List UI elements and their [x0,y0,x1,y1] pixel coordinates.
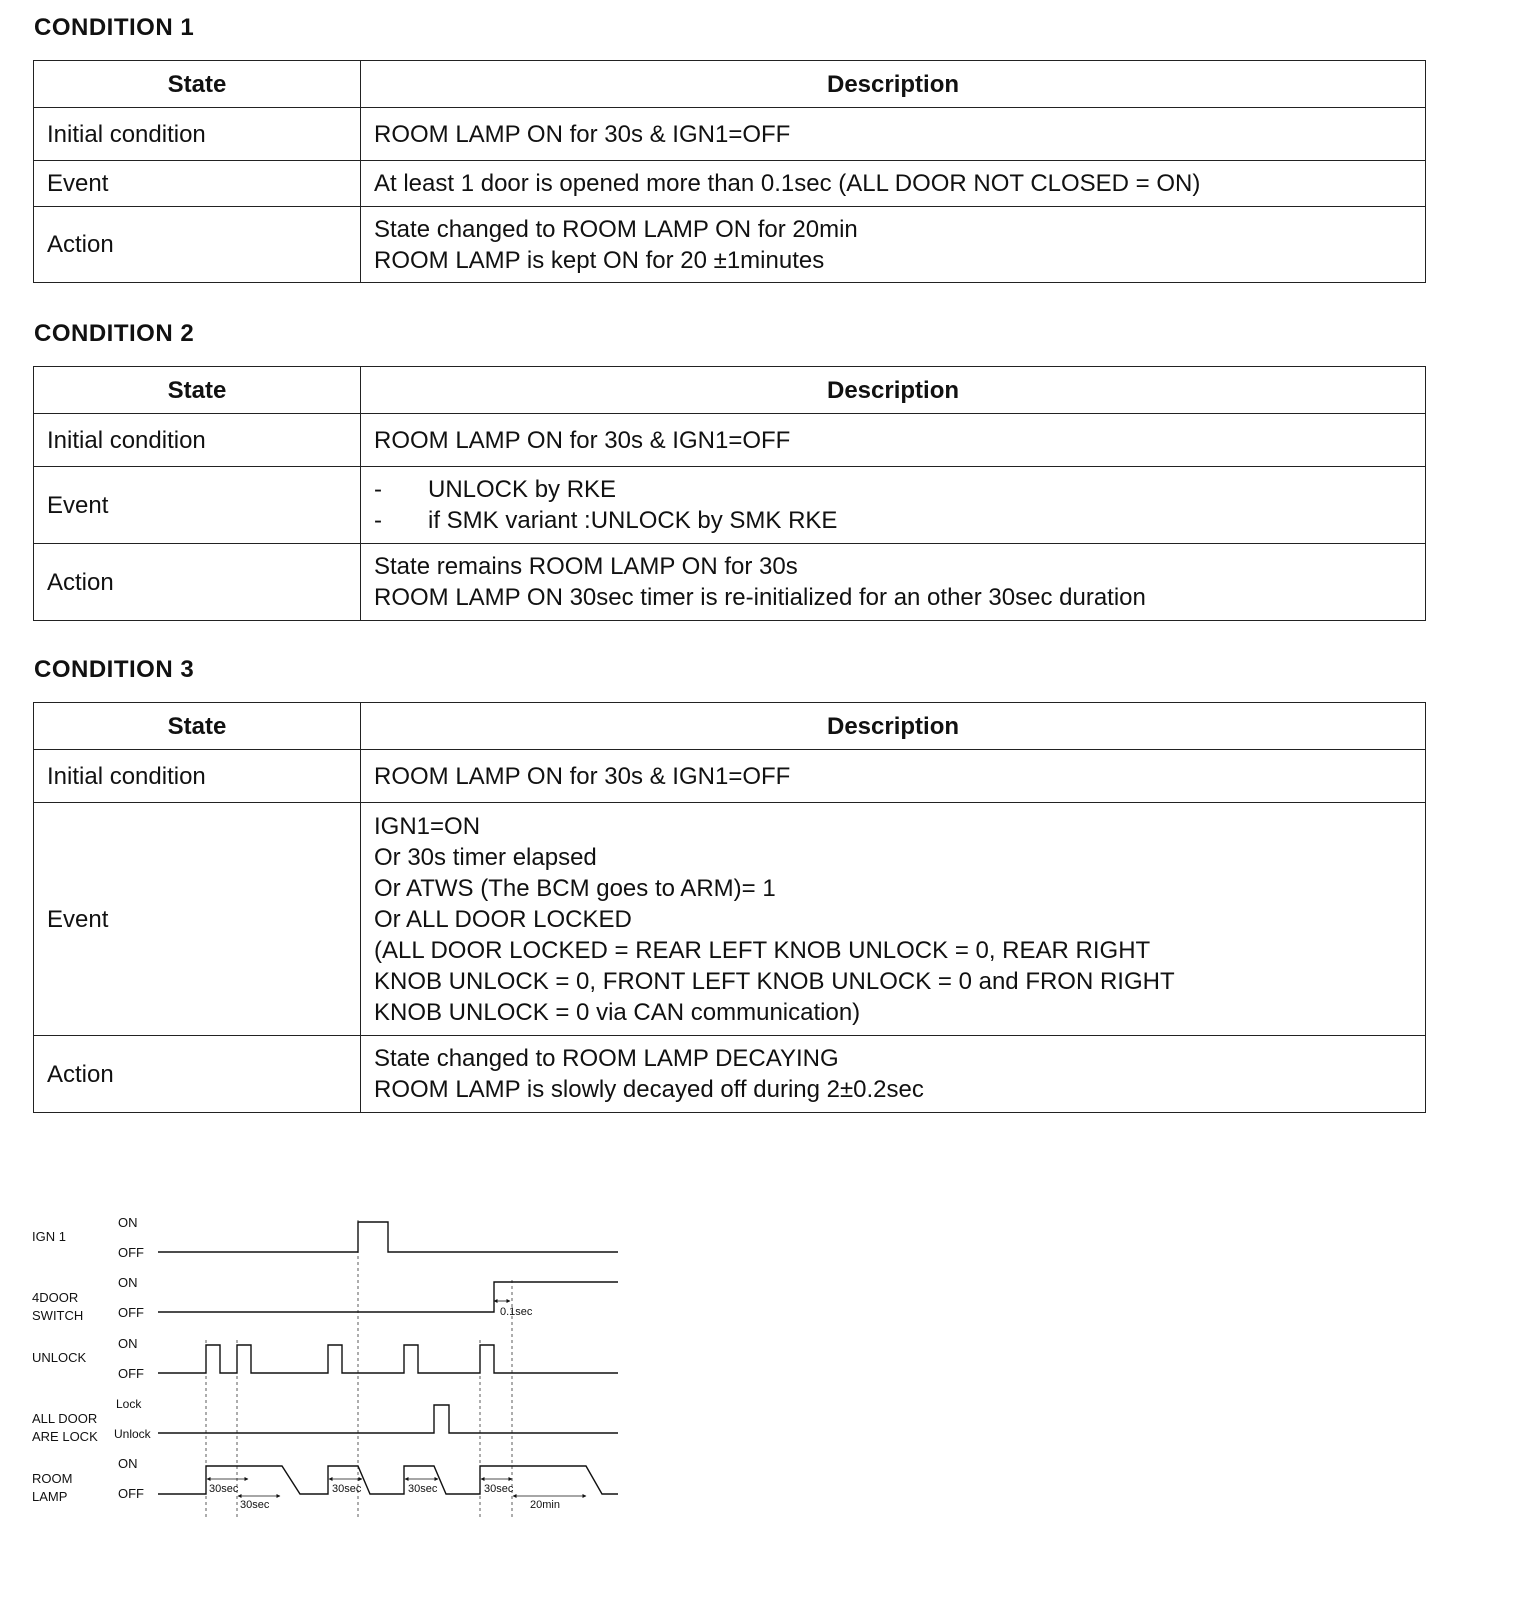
description-header: Description [361,703,1426,750]
state-cell: Initial condition [34,414,361,467]
state-cell: Action [34,207,361,283]
bullet-text: if SMK variant :UNLOCK by SMK RKE [428,507,838,534]
description-cell [361,803,1426,1036]
description-cell [361,467,1426,544]
description-line: ROOM LAMP is kept ON for 20 ±1minutes [374,246,825,274]
state-cell: Initial condition [34,108,361,161]
table-row [34,414,1426,467]
description-cell [361,1036,1426,1113]
lamp-label-1: ROOM [32,1471,73,1486]
all-door-lock-signal [32,1397,618,1444]
condition-3-title: CONDITION 3 [34,656,195,683]
unlock-label: UNLOCK [32,1350,87,1365]
table-row [34,207,1426,283]
description-header: Description [361,367,1426,414]
description-line: Or 30s timer elapsed [374,843,597,871]
lamp-timer-label-1: 30sec [209,1483,239,1495]
description-line: IGN1=ON [374,812,481,840]
alldoor-label-1: ALL DOOR [32,1411,98,1426]
description-cell [361,750,1426,803]
timing-diagram [0,1200,640,1540]
lamp-timer-label-6: 20min [530,1499,560,1511]
description-line: ROOM LAMP ON for 30s & IGN1=OFF [374,120,791,148]
condition-3-table [33,702,1426,1113]
lamp-off-label: OFF [118,1486,144,1501]
ign1-waveform [158,1222,618,1252]
table-row [34,467,1426,544]
door-off-label: OFF [118,1305,144,1320]
state-header: State [34,703,361,750]
table-header [34,703,1426,750]
door-switch-signal [32,1275,618,1323]
door-on-label: ON [118,1275,138,1290]
description-line: ROOM LAMP ON 30sec timer is re-initialized for an other 30sec duration [374,584,1146,611]
description-line: ROOM LAMP ON for 30s & IGN1=OFF [374,762,791,790]
condition-1-title: CONDITION 1 [34,14,195,41]
description-cell [361,544,1426,621]
state-cell: Initial condition [34,750,361,803]
state-header: State [34,367,361,414]
table-header [34,61,1426,108]
description-cell [361,414,1426,467]
condition-1-table [33,60,1426,283]
room-lamp-signal [32,1456,618,1511]
state-cell: Action [34,1036,361,1113]
description-line: (ALL DOOR LOCKED = REAR LEFT KNOB UNLOCK = 0, REAR RIGHT [374,936,1151,964]
ign1-on-label: ON [118,1215,138,1230]
description-line: ROOM LAMP is slowly decayed off during 2±0.2sec [374,1076,924,1103]
description-line: KNOB UNLOCK = 0, FRONT LEFT KNOB UNLOCK = 0 and FRON RIGHT [374,967,1175,995]
condition-2-table [33,366,1426,621]
lamp-on-label: ON [118,1456,138,1471]
lamp-timer-label-5: 30sec [484,1483,514,1495]
bullet-text: UNLOCK by RKE [428,476,617,503]
description-line: State remains ROOM LAMP ON for 30s [374,553,798,580]
lamp-timer-label-2: 30sec [240,1499,270,1511]
ign1-label: IGN 1 [32,1229,66,1244]
door-waveform [158,1282,618,1312]
bullet-item: - if SMK variant :UNLOCK by SMK RKE [374,507,838,534]
description-header: Description [361,61,1426,108]
table-row [34,161,1426,207]
door-delay-label: 0.1sec [500,1306,533,1318]
table-row [34,1036,1426,1113]
unlock-signal [32,1336,618,1381]
door-label-1: 4DOOR [32,1290,79,1305]
table-header [34,367,1426,414]
description-cell [361,207,1426,283]
description-cell [361,108,1426,161]
alldoor-unlock-label: Unlock [114,1427,151,1441]
state-cell: Event [34,803,361,1036]
table-row [34,108,1426,161]
alldoor-label-2: ARE LOCK [32,1429,98,1444]
bullet-item: - UNLOCK by RKE [374,476,617,503]
lamp-label-2: LAMP [32,1489,68,1504]
description-line: State changed to ROOM LAMP DECAYING [374,1045,839,1072]
guide-lines [206,1220,512,1520]
lamp-timer-label-4: 30sec [408,1483,438,1495]
ign1-off-label: OFF [118,1245,144,1260]
door-label-2: SWITCH [32,1308,84,1323]
unlock-off-label: OFF [118,1366,144,1381]
unlock-waveform [158,1345,618,1373]
alldoor-lock-label: Lock [116,1397,142,1411]
description-line: At least 1 door is opened more than 0.1sec (ALL DOOR NOT CLOSED = ON) [374,170,1201,197]
state-cell: Event [34,161,361,207]
condition-2-title: CONDITION 2 [34,320,195,347]
lamp-timer-label-3: 30sec [332,1483,362,1495]
table-row [34,750,1426,803]
state-header: State [34,61,361,108]
state-cell: Event [34,467,361,544]
unlock-on-label: ON [118,1336,138,1351]
description-line: ROOM LAMP ON for 30s & IGN1=OFF [374,426,791,454]
alldoor-waveform [158,1405,618,1433]
description-line: Or ATWS (The BCM goes to ARM)= 1 [374,874,776,902]
description-line: State changed to ROOM LAMP ON for 20min [374,215,858,243]
table-row [34,544,1426,621]
ign1-signal [32,1215,618,1260]
description-cell [361,161,1426,207]
state-cell: Action [34,544,361,621]
description-line: Or ALL DOOR LOCKED [374,905,632,933]
description-line: KNOB UNLOCK = 0 via CAN communication) [374,998,861,1026]
table-row [34,803,1426,1036]
